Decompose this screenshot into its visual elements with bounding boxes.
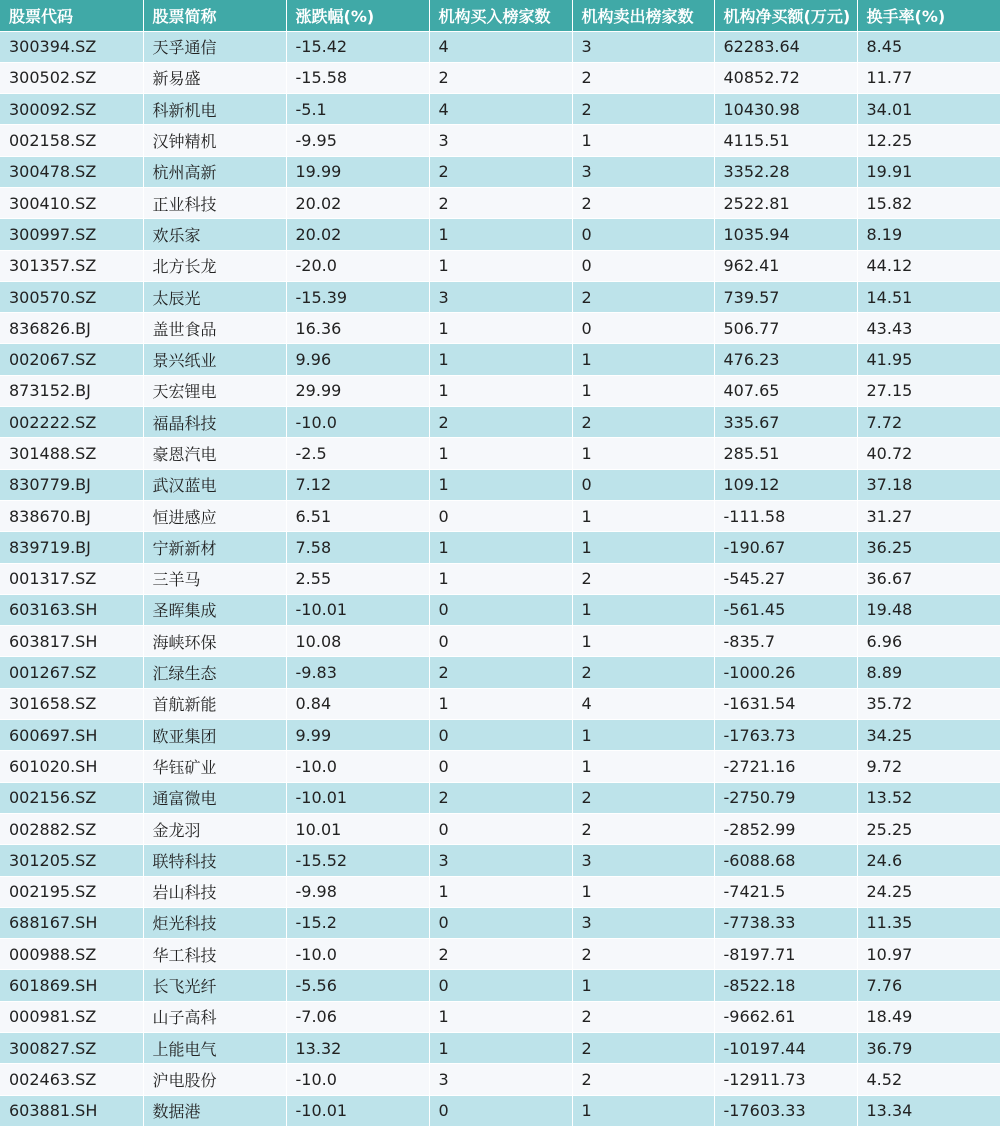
table-row — [0, 626, 1000, 657]
table-header — [0, 0, 1000, 31]
cell-inst-sell-count: 1 — [572, 876, 714, 907]
cell-change-pct: -15.52 — [286, 845, 429, 876]
table-row — [0, 970, 1000, 1001]
cell-stock-name: 新易盛 — [143, 62, 286, 93]
cell-inst-net-buy: 335.67 — [714, 407, 857, 438]
cell-inst-net-buy: 476.23 — [714, 344, 857, 375]
cell-inst-sell-count: 2 — [572, 94, 714, 125]
table-row — [0, 219, 1000, 250]
cell-stock-code: 000988.SZ — [0, 939, 143, 970]
cell-stock-code: 838670.BJ — [0, 500, 143, 531]
table-row — [0, 876, 1000, 907]
cell-inst-net-buy: -8522.18 — [714, 970, 857, 1001]
cell-inst-net-buy: -545.27 — [714, 563, 857, 594]
table-row — [0, 657, 1000, 688]
cell-inst-buy-count: 0 — [429, 594, 572, 625]
cell-inst-net-buy: -2721.16 — [714, 751, 857, 782]
cell-turnover-rate: 6.96 — [857, 626, 1000, 657]
cell-stock-name: 欧亚集团 — [143, 720, 286, 751]
cell-change-pct: 29.99 — [286, 375, 429, 406]
cell-inst-buy-count: 1 — [429, 688, 572, 719]
cell-inst-net-buy: 10430.98 — [714, 94, 857, 125]
table-row — [0, 907, 1000, 938]
cell-inst-net-buy: -561.45 — [714, 594, 857, 625]
cell-inst-net-buy: 62283.64 — [714, 31, 857, 62]
cell-turnover-rate: 40.72 — [857, 438, 1000, 469]
cell-stock-name: 联特科技 — [143, 845, 286, 876]
cell-change-pct: 9.96 — [286, 344, 429, 375]
cell-inst-buy-count: 3 — [429, 845, 572, 876]
cell-stock-code: 873152.BJ — [0, 375, 143, 406]
cell-change-pct: -10.01 — [286, 594, 429, 625]
cell-stock-code: 601020.SH — [0, 751, 143, 782]
cell-stock-name: 圣晖集成 — [143, 594, 286, 625]
table-row — [0, 563, 1000, 594]
cell-inst-sell-count: 3 — [572, 156, 714, 187]
table-row — [0, 594, 1000, 625]
cell-inst-buy-count: 1 — [429, 1033, 572, 1064]
cell-inst-buy-count: 0 — [429, 751, 572, 782]
cell-inst-sell-count: 0 — [572, 313, 714, 344]
cell-inst-sell-count: 2 — [572, 281, 714, 312]
cell-inst-buy-count: 0 — [429, 907, 572, 938]
cell-turnover-rate: 27.15 — [857, 375, 1000, 406]
cell-inst-buy-count: 1 — [429, 532, 572, 563]
cell-inst-buy-count: 2 — [429, 187, 572, 218]
cell-change-pct: -15.2 — [286, 907, 429, 938]
cell-stock-name: 汉钟精机 — [143, 125, 286, 156]
cell-stock-code: 839719.BJ — [0, 532, 143, 563]
table-row — [0, 187, 1000, 218]
cell-change-pct: -10.0 — [286, 751, 429, 782]
cell-change-pct: -10.01 — [286, 1095, 429, 1126]
cell-inst-sell-count: 2 — [572, 813, 714, 844]
cell-inst-net-buy: -1763.73 — [714, 720, 857, 751]
cell-inst-sell-count: 2 — [572, 62, 714, 93]
table-row — [0, 751, 1000, 782]
cell-stock-code: 603881.SH — [0, 1095, 143, 1126]
cell-turnover-rate: 36.25 — [857, 532, 1000, 563]
cell-change-pct: -9.98 — [286, 876, 429, 907]
cell-stock-name: 山子高科 — [143, 1001, 286, 1032]
cell-change-pct: -15.58 — [286, 62, 429, 93]
cell-change-pct: 13.32 — [286, 1033, 429, 1064]
cell-stock-name: 数据港 — [143, 1095, 286, 1126]
cell-stock-name: 华工科技 — [143, 939, 286, 970]
cell-turnover-rate: 19.91 — [857, 156, 1000, 187]
cell-stock-name: 科新机电 — [143, 94, 286, 125]
cell-inst-buy-count: 1 — [429, 250, 572, 281]
cell-change-pct: 20.02 — [286, 219, 429, 250]
table-body — [0, 31, 1000, 1126]
header-inst-sell-count[interactable]: 机构卖出榜家数 — [572, 0, 714, 31]
cell-stock-code: 001317.SZ — [0, 563, 143, 594]
cell-turnover-rate: 35.72 — [857, 688, 1000, 719]
cell-change-pct: -10.0 — [286, 939, 429, 970]
cell-stock-name: 正业科技 — [143, 187, 286, 218]
table-row — [0, 939, 1000, 970]
cell-stock-code: 300394.SZ — [0, 31, 143, 62]
cell-change-pct: -2.5 — [286, 438, 429, 469]
table-row — [0, 782, 1000, 813]
cell-inst-net-buy: -7421.5 — [714, 876, 857, 907]
cell-stock-code: 600697.SH — [0, 720, 143, 751]
cell-change-pct: 7.12 — [286, 469, 429, 500]
cell-turnover-rate: 37.18 — [857, 469, 1000, 500]
cell-inst-sell-count: 0 — [572, 250, 714, 281]
cell-turnover-rate: 10.97 — [857, 939, 1000, 970]
cell-stock-name: 太辰光 — [143, 281, 286, 312]
header-turnover-rate[interactable]: 换手率(%) — [866, 6, 946, 26]
header-row — [0, 0, 1000, 31]
cell-change-pct: 19.99 — [286, 156, 429, 187]
cell-inst-net-buy: -190.67 — [714, 532, 857, 563]
cell-change-pct: 9.99 — [286, 720, 429, 751]
header-stock-name[interactable]: 股票简称 — [143, 0, 286, 31]
cell-stock-code: 002158.SZ — [0, 125, 143, 156]
cell-inst-sell-count: 2 — [572, 187, 714, 218]
cell-inst-sell-count: 3 — [572, 907, 714, 938]
cell-stock-name: 三羊马 — [143, 563, 286, 594]
cell-inst-net-buy: 739.57 — [714, 281, 857, 312]
cell-inst-sell-count: 3 — [572, 845, 714, 876]
cell-inst-sell-count: 2 — [572, 563, 714, 594]
cell-turnover-rate: 34.01 — [857, 94, 1000, 125]
cell-turnover-rate: 43.43 — [857, 313, 1000, 344]
cell-turnover-rate: 9.72 — [857, 751, 1000, 782]
cell-change-pct: -5.1 — [286, 94, 429, 125]
cell-inst-sell-count: 1 — [572, 751, 714, 782]
cell-stock-name: 炬光科技 — [143, 907, 286, 938]
table-row — [0, 720, 1000, 751]
cell-stock-name: 北方长龙 — [143, 250, 286, 281]
cell-turnover-rate: 34.25 — [857, 720, 1000, 751]
cell-inst-net-buy: -6088.68 — [714, 845, 857, 876]
cell-inst-buy-count: 1 — [429, 1001, 572, 1032]
cell-stock-name: 首航新能 — [143, 688, 286, 719]
cell-change-pct: 20.02 — [286, 187, 429, 218]
cell-stock-code: 300570.SZ — [0, 281, 143, 312]
cell-change-pct: -10.01 — [286, 782, 429, 813]
cell-turnover-rate: 19.48 — [857, 594, 1000, 625]
cell-inst-net-buy: -8197.71 — [714, 939, 857, 970]
cell-inst-buy-count: 0 — [429, 813, 572, 844]
header-change-pct[interactable]: 涨跌幅(%) — [286, 0, 429, 31]
cell-inst-buy-count: 2 — [429, 407, 572, 438]
cell-inst-sell-count: 4 — [572, 688, 714, 719]
cell-stock-code: 300502.SZ — [0, 62, 143, 93]
cell-inst-net-buy: -835.7 — [714, 626, 857, 657]
cell-inst-net-buy: -1631.54 — [714, 688, 857, 719]
cell-inst-net-buy: -111.58 — [714, 500, 857, 531]
cell-change-pct: 7.58 — [286, 532, 429, 563]
cell-inst-sell-count: 2 — [572, 1001, 714, 1032]
cell-inst-net-buy: 962.41 — [714, 250, 857, 281]
cell-stock-code: 002882.SZ — [0, 813, 143, 844]
cell-inst-buy-count: 3 — [429, 125, 572, 156]
cell-inst-net-buy: -10197.44 — [714, 1033, 857, 1064]
cell-change-pct: 2.55 — [286, 563, 429, 594]
cell-inst-sell-count: 2 — [572, 407, 714, 438]
cell-inst-sell-count: 0 — [572, 219, 714, 250]
cell-turnover-rate: 4.52 — [857, 1064, 1000, 1095]
cell-stock-name: 欢乐家 — [143, 219, 286, 250]
header-inst-net-buy[interactable]: 机构净买额(万元) — [714, 0, 857, 31]
cell-stock-code: 300997.SZ — [0, 219, 143, 250]
cell-inst-sell-count: 1 — [572, 970, 714, 1001]
cell-turnover-rate: 44.12 — [857, 250, 1000, 281]
cell-inst-net-buy: -17603.33 — [714, 1095, 857, 1126]
cell-stock-code: 836826.BJ — [0, 313, 143, 344]
cell-inst-buy-count: 1 — [429, 344, 572, 375]
cell-turnover-rate: 8.89 — [857, 657, 1000, 688]
cell-inst-buy-count: 2 — [429, 782, 572, 813]
header-inst-buy-count[interactable]: 机构买入榜家数 — [429, 0, 572, 31]
cell-change-pct: -9.83 — [286, 657, 429, 688]
table-row — [0, 281, 1000, 312]
cell-turnover-rate: 11.35 — [857, 907, 1000, 938]
cell-stock-name: 沪电股份 — [143, 1064, 286, 1095]
table-row — [0, 375, 1000, 406]
cell-stock-name: 天宏锂电 — [143, 375, 286, 406]
table-row — [0, 31, 1000, 62]
cell-turnover-rate: 24.6 — [857, 845, 1000, 876]
cell-turnover-rate: 14.51 — [857, 281, 1000, 312]
table-row — [0, 500, 1000, 531]
cell-stock-code: 002463.SZ — [0, 1064, 143, 1095]
table-row — [0, 94, 1000, 125]
cell-stock-code: 002156.SZ — [0, 782, 143, 813]
cell-stock-name: 汇绿生态 — [143, 657, 286, 688]
cell-inst-sell-count: 2 — [572, 1064, 714, 1095]
cell-inst-sell-count: 2 — [572, 939, 714, 970]
cell-turnover-rate: 8.19 — [857, 219, 1000, 250]
cell-change-pct: -20.0 — [286, 250, 429, 281]
cell-change-pct: 16.36 — [286, 313, 429, 344]
cell-inst-buy-count: 0 — [429, 626, 572, 657]
cell-inst-sell-count: 1 — [572, 532, 714, 563]
cell-stock-code: 300092.SZ — [0, 94, 143, 125]
cell-stock-name: 华钰矿业 — [143, 751, 286, 782]
cell-inst-buy-count: 1 — [429, 219, 572, 250]
table-row — [0, 469, 1000, 500]
cell-inst-net-buy: 40852.72 — [714, 62, 857, 93]
cell-change-pct: 0.84 — [286, 688, 429, 719]
cell-stock-name: 恒进感应 — [143, 500, 286, 531]
table-row — [0, 1001, 1000, 1032]
cell-turnover-rate: 36.79 — [857, 1033, 1000, 1064]
cell-stock-name: 福晶科技 — [143, 407, 286, 438]
cell-turnover-rate: 7.76 — [857, 970, 1000, 1001]
table-row — [0, 1095, 1000, 1126]
cell-turnover-rate: 36.67 — [857, 563, 1000, 594]
cell-inst-net-buy: 2522.81 — [714, 187, 857, 218]
cell-inst-net-buy: -12911.73 — [714, 1064, 857, 1095]
table-row — [0, 532, 1000, 563]
cell-stock-code: 601869.SH — [0, 970, 143, 1001]
cell-inst-buy-count: 0 — [429, 1095, 572, 1126]
cell-inst-buy-count: 2 — [429, 657, 572, 688]
cell-stock-code: 301205.SZ — [0, 845, 143, 876]
cell-stock-code: 688167.SH — [0, 907, 143, 938]
cell-turnover-rate: 8.45 — [857, 31, 1000, 62]
table-row — [0, 62, 1000, 93]
cell-turnover-rate: 18.49 — [857, 1001, 1000, 1032]
cell-change-pct: -10.0 — [286, 407, 429, 438]
cell-inst-buy-count: 1 — [429, 313, 572, 344]
cell-inst-buy-count: 2 — [429, 939, 572, 970]
cell-stock-name: 长飞光纤 — [143, 970, 286, 1001]
cell-stock-code: 300410.SZ — [0, 187, 143, 218]
table-row — [0, 250, 1000, 281]
cell-stock-name: 杭州高新 — [143, 156, 286, 187]
table-row — [0, 125, 1000, 156]
cell-inst-net-buy: 1035.94 — [714, 219, 857, 250]
cell-turnover-rate: 15.82 — [857, 187, 1000, 218]
cell-inst-sell-count: 1 — [572, 626, 714, 657]
cell-change-pct: 6.51 — [286, 500, 429, 531]
cell-change-pct: 10.01 — [286, 813, 429, 844]
cell-inst-buy-count: 4 — [429, 31, 572, 62]
cell-turnover-rate: 25.25 — [857, 813, 1000, 844]
cell-turnover-rate: 24.25 — [857, 876, 1000, 907]
table-row — [0, 1064, 1000, 1095]
cell-inst-buy-count: 1 — [429, 438, 572, 469]
table-row — [0, 1033, 1000, 1064]
cell-turnover-rate: 13.52 — [857, 782, 1000, 813]
cell-inst-sell-count: 1 — [572, 344, 714, 375]
table-row — [0, 156, 1000, 187]
table-row — [0, 344, 1000, 375]
cell-inst-buy-count: 2 — [429, 62, 572, 93]
table-row — [0, 813, 1000, 844]
cell-stock-name: 岩山科技 — [143, 876, 286, 907]
cell-inst-net-buy: -1000.26 — [714, 657, 857, 688]
cell-inst-sell-count: 3 — [572, 31, 714, 62]
cell-stock-code: 002067.SZ — [0, 344, 143, 375]
cell-inst-sell-count: 1 — [572, 125, 714, 156]
cell-stock-name: 盖世食品 — [143, 313, 286, 344]
table-row — [0, 407, 1000, 438]
cell-inst-sell-count: 2 — [572, 657, 714, 688]
cell-inst-sell-count: 1 — [572, 594, 714, 625]
cell-inst-net-buy: -2852.99 — [714, 813, 857, 844]
cell-inst-buy-count: 1 — [429, 469, 572, 500]
cell-change-pct: -5.56 — [286, 970, 429, 1001]
cell-stock-name: 武汉蓝电 — [143, 469, 286, 500]
cell-stock-code: 301357.SZ — [0, 250, 143, 281]
cell-inst-sell-count: 0 — [572, 469, 714, 500]
cell-stock-code: 001267.SZ — [0, 657, 143, 688]
cell-inst-buy-count: 4 — [429, 94, 572, 125]
cell-stock-code: 002222.SZ — [0, 407, 143, 438]
cell-stock-code: 603163.SH — [0, 594, 143, 625]
cell-inst-buy-count: 0 — [429, 500, 572, 531]
cell-inst-net-buy: 506.77 — [714, 313, 857, 344]
cell-turnover-rate: 41.95 — [857, 344, 1000, 375]
cell-turnover-rate: 13.34 — [857, 1095, 1000, 1126]
cell-inst-buy-count: 1 — [429, 876, 572, 907]
cell-turnover-rate: 31.27 — [857, 500, 1000, 531]
cell-inst-net-buy: -9662.61 — [714, 1001, 857, 1032]
table-row — [0, 845, 1000, 876]
cell-inst-buy-count: 1 — [429, 375, 572, 406]
cell-change-pct: -7.06 — [286, 1001, 429, 1032]
cell-inst-net-buy: 3352.28 — [714, 156, 857, 187]
cell-stock-name: 金龙羽 — [143, 813, 286, 844]
cell-inst-buy-count: 2 — [429, 156, 572, 187]
cell-turnover-rate: 12.25 — [857, 125, 1000, 156]
cell-inst-net-buy: 4115.51 — [714, 125, 857, 156]
cell-inst-sell-count: 1 — [572, 375, 714, 406]
cell-change-pct: -9.95 — [286, 125, 429, 156]
cell-stock-code: 300827.SZ — [0, 1033, 143, 1064]
cell-stock-code: 300478.SZ — [0, 156, 143, 187]
cell-inst-sell-count: 1 — [572, 720, 714, 751]
cell-inst-net-buy: -2750.79 — [714, 782, 857, 813]
table-row — [0, 313, 1000, 344]
cell-stock-name: 宁新新材 — [143, 532, 286, 563]
cell-change-pct: -15.42 — [286, 31, 429, 62]
cell-stock-code: 603817.SH — [0, 626, 143, 657]
cell-inst-buy-count: 3 — [429, 1064, 572, 1095]
table-row — [0, 438, 1000, 469]
cell-stock-name: 豪恩汽电 — [143, 438, 286, 469]
cell-inst-sell-count: 1 — [572, 438, 714, 469]
cell-stock-name: 通富微电 — [143, 782, 286, 813]
cell-stock-code: 301658.SZ — [0, 688, 143, 719]
cell-stock-code: 830779.BJ — [0, 469, 143, 500]
cell-turnover-rate: 7.72 — [857, 407, 1000, 438]
cell-stock-code: 002195.SZ — [0, 876, 143, 907]
cell-inst-net-buy: 407.65 — [714, 375, 857, 406]
cell-turnover-rate: 11.77 — [857, 62, 1000, 93]
cell-inst-sell-count: 2 — [572, 782, 714, 813]
table-row — [0, 688, 1000, 719]
cell-inst-sell-count: 1 — [572, 1095, 714, 1126]
cell-stock-code: 000981.SZ — [0, 1001, 143, 1032]
cell-inst-buy-count: 1 — [429, 563, 572, 594]
cell-change-pct: 10.08 — [286, 626, 429, 657]
cell-stock-name: 海峡环保 — [143, 626, 286, 657]
cell-change-pct: -10.0 — [286, 1064, 429, 1095]
cell-stock-name: 天孚通信 — [143, 31, 286, 62]
cell-inst-sell-count: 2 — [572, 1033, 714, 1064]
cell-inst-buy-count: 0 — [429, 970, 572, 1001]
cell-stock-name: 景兴纸业 — [143, 344, 286, 375]
cell-inst-sell-count: 1 — [572, 500, 714, 531]
cell-inst-buy-count: 3 — [429, 281, 572, 312]
cell-inst-net-buy: 109.12 — [714, 469, 857, 500]
cell-stock-name: 上能电气 — [143, 1033, 286, 1064]
cell-inst-net-buy: 285.51 — [714, 438, 857, 469]
cell-change-pct: -15.39 — [286, 281, 429, 312]
header-stock-code[interactable]: 股票代码 — [0, 0, 143, 31]
cell-inst-buy-count: 0 — [429, 720, 572, 751]
cell-stock-code: 301488.SZ — [0, 438, 143, 469]
cell-inst-net-buy: -7738.33 — [714, 907, 857, 938]
